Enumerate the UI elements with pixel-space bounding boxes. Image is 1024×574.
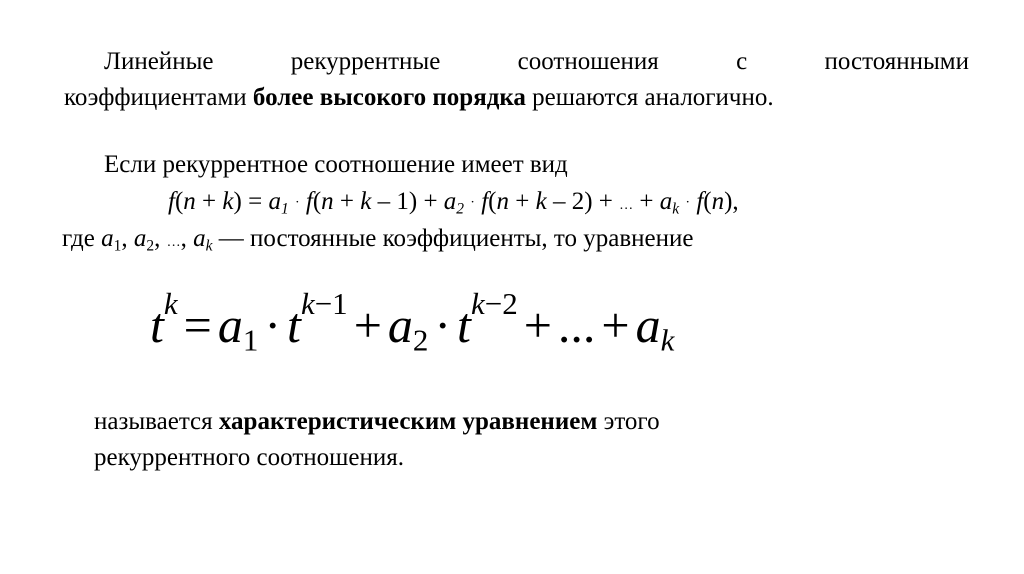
coefficients-text-end: — постоянные коэффициенты, то уравнение (212, 225, 694, 252)
conclusion-paragraph (94, 404, 814, 476)
intro-line-1 (64, 44, 969, 80)
conclusion-text-start: называется (94, 408, 219, 435)
word: соотношения (517, 48, 659, 75)
coefficients-line: где $a_1$, $a_2$, …, $a_k$ — постоянные коэффициенты, то уравнение (62, 225, 694, 255)
recurrence-intro: Если рекуррентное соотношение имеет вид (104, 151, 568, 178)
intro-text-end: решаются аналогично. (525, 84, 774, 111)
separator: , (121, 225, 134, 252)
word: рекуррентные (290, 48, 441, 75)
intro-paragraph (64, 44, 969, 116)
coefficients-text-start: где (62, 225, 102, 252)
conclusion-text-end: этого рекуррентного соотношения. (94, 408, 660, 471)
separator: , (154, 225, 167, 252)
ellipsis: … (166, 235, 181, 250)
recurrence-formula: $f(n + k) = a_1 \cdot f(n + k - 1) + a_2 \cdot f(n + k - 2)$ + … + $a_k \cdot f(n)$, (168, 188, 739, 218)
conclusion-bold-term: характеристическим уравнением (218, 408, 598, 435)
word: Линейные (104, 48, 214, 75)
word: с (736, 48, 748, 75)
separator: , (180, 225, 194, 252)
intro-line-2 (64, 80, 969, 116)
intro-text-start: коэффициентами (64, 84, 253, 111)
word: постоянными (824, 48, 969, 75)
characteristic-equation: $t^k = a_1 \cdot t^{k-1} + a_2 \cdot t^{k-2}$ + ... + $a_k$ (150, 286, 675, 358)
intro-bold-phrase: более высокого порядка (252, 84, 526, 111)
